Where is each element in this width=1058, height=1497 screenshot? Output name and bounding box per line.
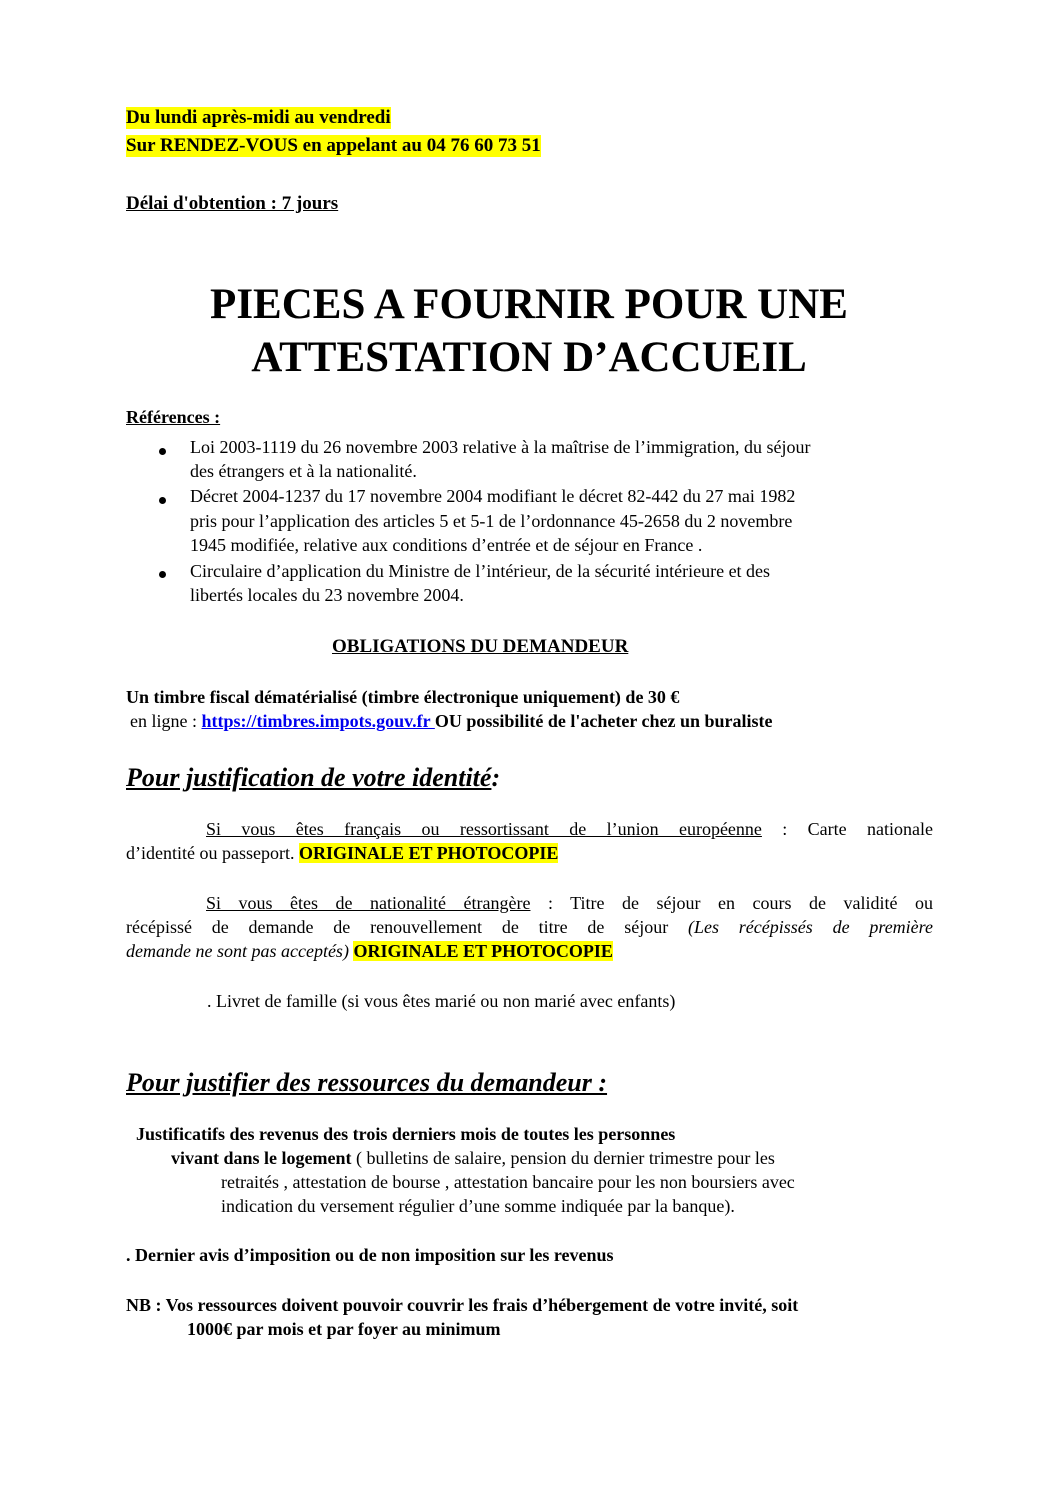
references-heading: Références :: [126, 407, 221, 427]
income-proof-line4: indication du versement régulier d’une somme indiquée par la banque).: [221, 1196, 735, 1216]
identity-heading: [126, 763, 500, 793]
reference-1-line2: des étrangers et à la nationalité.: [190, 461, 417, 481]
income-proof-line3: retraités , attestation de bourse , attestation bancaire pour les non boursiers avec: [221, 1172, 795, 1192]
foreign-identity-text: : Titre de séjour en cours de validité ou: [530, 893, 934, 913]
online-suffix: OU possibilité de l'acheter chez un buraliste: [434, 711, 773, 731]
appointment-phone: Sur RENDEZ-VOUS en appelant au 04 76 60 73 51: [126, 135, 541, 156]
foreign-original-copy: ORIGINALE ET PHOTOCOPIE: [353, 941, 613, 961]
reference-3-line2: libertés locales du 23 novembre 2004.: [190, 585, 464, 605]
eu-identity-line1: [126, 819, 933, 840]
opening-hours: Du lundi après-midi au vendredi: [126, 107, 391, 128]
bullet-icon: [159, 497, 166, 504]
income-proof-bold: vivant dans le logement: [171, 1148, 352, 1168]
eu-identity-text: : Carte nationale: [761, 819, 934, 839]
eu-identity-line2: [126, 843, 558, 864]
stamp-requirement: Un timbre fiscal dématérialisé (timbre électronique uniquement) de 30 €: [126, 687, 680, 707]
eu-original-copy: ORIGINALE ET PHOTOCOPIE: [298, 843, 559, 863]
timbres-link[interactable]: https://timbres.impots.gouv.fr: [201, 711, 435, 731]
income-proof-text: ( bulletins de salaire, pension du dernier trimestre pour les: [351, 1148, 775, 1168]
eu-identity-label: Si vous êtes français ou ressortissant de l’union européenne: [206, 819, 762, 839]
page-title-line1: PIECES A FOURNIR POUR UNE: [210, 281, 848, 328]
foreign-identity-line2: [126, 917, 933, 938]
reference-3-line1: Circulaire d’application du Ministre de l’intérieur, de la sécurité intérieure et des: [190, 561, 771, 581]
bullet-icon: [159, 571, 166, 578]
nb-line2: 1000€ par mois et par foyer au minimum: [187, 1319, 501, 1339]
foreign-identity-note2: demande ne sont pas acceptés): [126, 941, 349, 961]
obligations-heading: OBLIGATIONS DU DEMANDEUR: [332, 636, 629, 657]
foreign-identity-label: Si vous êtes de nationalité étrangère: [206, 893, 531, 913]
nb-line1: NB : Vos ressources doivent pouvoir couvrir les frais d’hébergement de votre invité, soit: [126, 1295, 799, 1315]
tax-notice-line: . Dernier avis d’imposition ou de non imposition sur les revenus: [126, 1245, 614, 1265]
foreign-identity-text2: récépissé de demande de renouvellement de titre de séjour: [126, 917, 688, 937]
online-prefix: en ligne :: [130, 711, 202, 731]
reference-2-line3: 1945 modifiée, relative aux conditions d’entrée et de séjour en France .: [190, 535, 703, 555]
reference-2-line1: Décret 2004-1237 du 17 novembre 2004 modifiant le décret 82-442 du 27 mai 1982: [190, 486, 796, 506]
reference-1-line1: Loi 2003-1119 du 26 novembre 2003 relative à la maîtrise de l’immigration, du séjour: [190, 437, 811, 457]
income-proof-line1: Justificatifs des revenus des trois derniers mois de toutes les personnes: [136, 1124, 676, 1144]
online-purchase-line: [130, 711, 773, 732]
identity-heading-colon: :: [491, 763, 501, 792]
foreign-identity-line3: [126, 941, 613, 962]
family-book-line: . Livret de famille (si vous êtes marié ou non marié avec enfants): [207, 991, 676, 1011]
resources-heading: Pour justifier des ressources du demandeur :: [126, 1068, 608, 1097]
eu-identity-text2: d’identité ou passeport.: [126, 843, 299, 863]
foreign-identity-line1: [126, 893, 933, 914]
income-proof-line2: [171, 1148, 775, 1169]
reference-2-line2: pris pour l’application des articles 5 et 5-1 de l’ordonnance 45-2658 du 2 novembre: [190, 511, 793, 531]
bullet-icon: [159, 448, 166, 455]
delay-line: Délai d'obtention : 7 jours: [126, 193, 339, 214]
page-title-line2: ATTESTATION D’ACCUEIL: [251, 334, 807, 381]
foreign-identity-note: (Les récépissés de première: [688, 917, 933, 937]
identity-heading-text: Pour justification de votre identité: [126, 763, 492, 792]
